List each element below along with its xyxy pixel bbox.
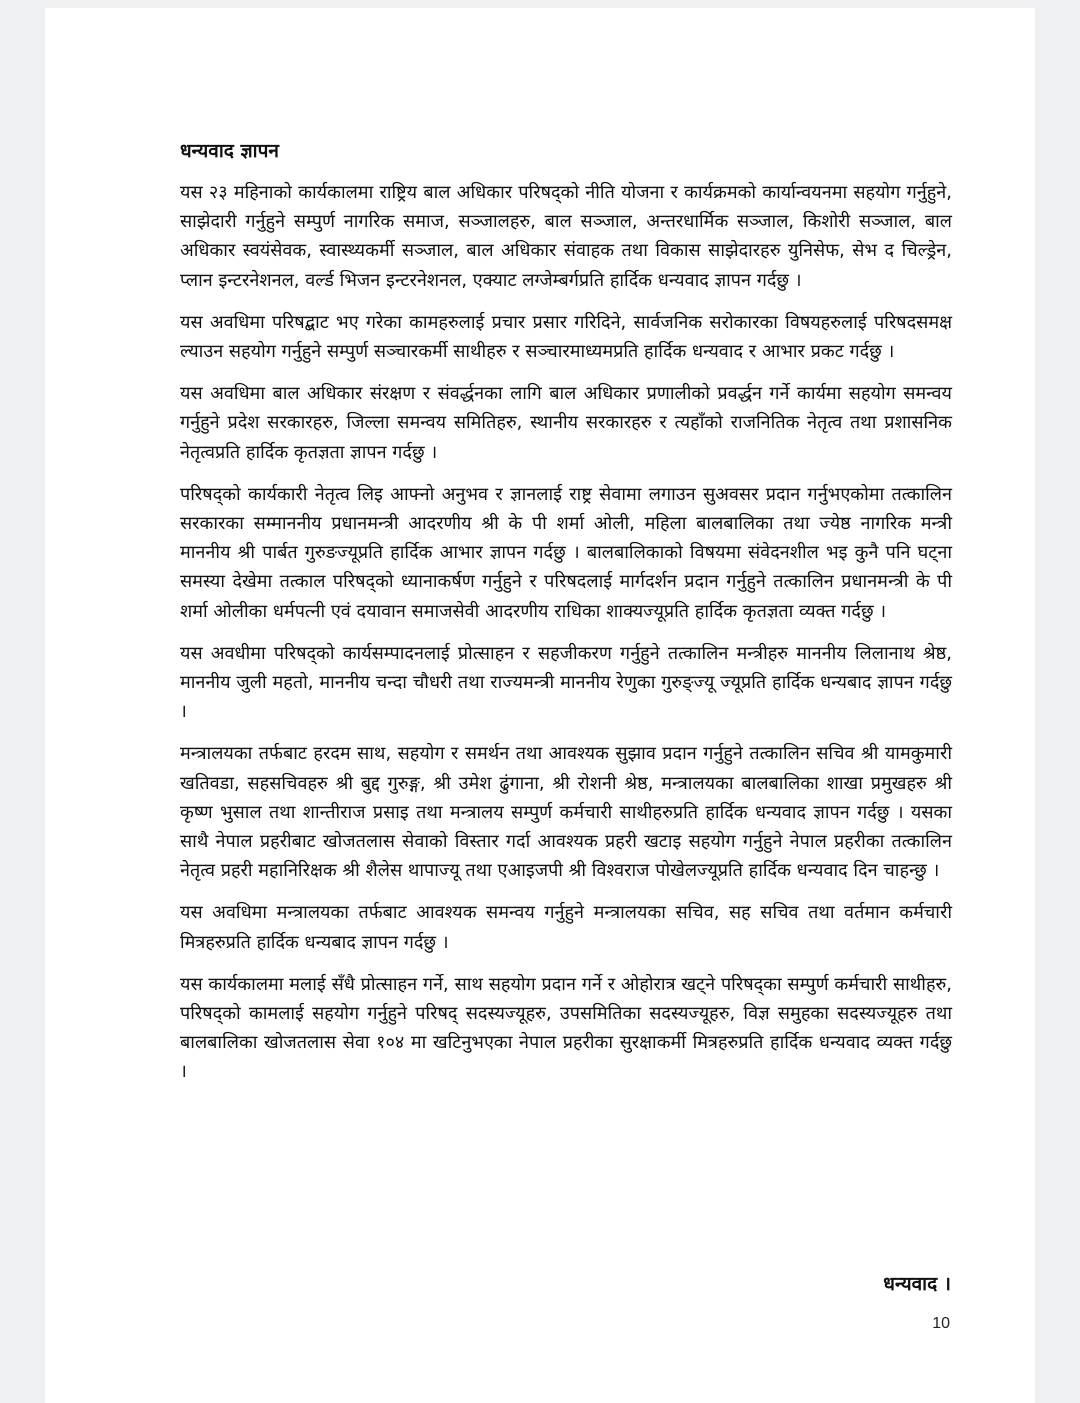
paragraph-leadership: परिषद्को कार्यकारी नेतृत्व लिइ आफ्नो अनुभव र ज्ञानलाई राष्ट्र सेवामा लगाउन सुअवसर प्रदान गर्नुभएकोमा तत्कालिन सरकारका सम्माननीय प्रधानमन्त्री आदरणीय श्री के पी शर्मा ओली, महिला बालबालिका तथा ज्येष्ठ नागरिक मन्त्री माननीय श्री पार्बत गुरुङज्यूप्रति हार्दिक आभार ज्ञापन गर्दछु । बालबालिकाको विषयमा संवेदनशील भइ कुनै पनि घट्ना समस्या देखेमा तत्काल परिषद्को ध्यानाकर्षण गर्नुहुने र परिषदलाई मार्गदर्शन प्रदान गर्नुहुने तत्कालिन प्रधानमन्त्री के पी शर्मा ओलीका धर्मपत्नी एवं दयावान समाजसेवी आदरणीय राधिका शाक्यज्यूप्रति हार्दिक कृतज्ञता व्यक्त गर्दछु ।	[180, 483, 952, 622]
paragraph-current-ministry: यस अवधिमा मन्त्रालयका तर्फबाट आवश्यक समन्वय गर्नुहुने मन्त्रालयका सचिव, सह सचिव तथा वर्तमान कर्मचारी मित्रहरुप्रति हार्दिक धन्यबाद ज्ञापन गर्दछु ।	[180, 902, 952, 953]
closing-text: धन्यवाद ।	[883, 1273, 951, 1295]
page-title: धन्यवाद ज्ञापन	[180, 140, 279, 162]
paragraph-ministry-police: मन्त्रालयका तर्फबाट हरदम साथ, सहयोग र समर्थन तथा आवश्यक सुझाव प्रदान गर्नुहुने तत्कालिन सचिव श्री यामकुमारी खतिवडा, सहसचिवहरु श्री बुद्द गुरुङ्ग, श्री उमेश ढुंगाना, श्री रोशनी श्रेष्ठ, मन्त्रालयका बालबालिका शाखा प्रमुखहरु श्री कृष्ण भुसाल तथा शान्तीराज प्रसाइ तथा मन्त्रालय सम्पुर्ण कर्मचारी साथीहरुप्रति हार्दिक धन्यवाद ज्ञापन गर्दछु । यसका साथै नेपाल प्रहरीबाट खोजतलास सेवाको विस्तार गर्दा आवश्यक प्रहरी खटाइ सहयोग गर्नुहुने नेपाल प्रहरीका तत्कालिन नेतृत्व प्रहरी महानिरिक्षक श्री शैलेस थापाज्यू तथा एआइजपी श्री विश्वराज पोखेलज्यूप्रति हार्दिक धन्यवाद दिन चाहन्छु ।	[180, 743, 952, 882]
paragraph-council-staff: यस कार्यकालमा मलाई सँधै प्रोत्साहन गर्ने, साथ सहयोग प्रदान गर्ने र ओहोरात्र खट्ने परिषद्का सम्पुर्ण कर्मचारी साथीहरु, परिषद्को कामलाई सहयोग गर्नुहुने परिषद् सदस्यज्यूहरु, उपसमितिका सदस्यज्यूहरु, विज्ञ समुहका सदस्यज्यूहरु तथा बालबालिका खोजतलास सेवा १०४ मा खटिनुभएका नेपाल प्रहरीका सुरक्षाकर्मी मित्रहरुप्रति हार्दिक धन्यवाद व्यक्त गर्दछु ।	[180, 973, 952, 1083]
page-content	[180, 136, 952, 1100]
document-page	[45, 8, 1035, 1403]
paragraph-media: यस अवधिमा परिषद्बाट भए गरेका कामहरुलाई प्रचार प्रसार गरिदिने, सार्वजनिक सरोकारका विषयहरुलाई परिषदसमक्ष ल्याउन सहयोग गर्नुहुने सम्पुर्ण सञ्चारकर्मी साथीहरु र सञ्चारमाध्यमप्रति हार्दिक धन्यवाद र आभार प्रकट गर्दछु ।	[180, 311, 952, 363]
paragraph-governments: यस अवधिमा बाल अधिकार संरक्षण र संवर्द्धनका लागि बाल अधिकार प्रणालीको प्रवर्द्धन गर्ने कार्यमा सहयोग समन्वय गर्नुहुने प्रदेश सरकारहरु, जिल्ला समन्वय समितिहरु, स्थानीय सरकारहरु र त्यहाँको राजनितिक नेतृत्व तथा प्रशासनिक नेतृत्वप्रति हार्दिक कृतज्ञता ज्ञापन गर्दछु ।	[180, 383, 952, 463]
paragraph-ministers: यस अवधीमा परिषद्को कार्यसम्पादनलाई प्रोत्साहन र सहजीकरण गर्नुहुने तत्कालिन मन्त्रीहरु माननीय लिलानाथ श्रेष्ठ, माननीय जुली महतो, माननीय चन्दा चौधरी तथा राज्यमन्त्री माननीय रेणुका गुरुङ्ज्यू ज्यूप्रति हार्दिक धन्यबाद ज्ञापन गर्दछु ।	[180, 642, 952, 723]
page-number: 10	[932, 1315, 950, 1332]
paragraph-partners: यस २३ महिनाको कार्यकालमा राष्ट्रिय बाल अधिकार परिषद्को नीति योजना र कार्यक्रमको कार्यान्वयनमा सहयोग गर्नुहुने, साझेदारी गर्नुहुने सम्पुर्ण नागरिक समाज, सञ्जालहरु, बाल सञ्जाल, अन्तरधार्मिक सञ्जाल, किशोरी सञ्जाल, बाल अधिकार स्वयंसेवक, स्वास्थ्यकर्मी सञ्जाल, बाल अधिकार संवाहक तथा विकास साझेदारहरु युनिसेफ, सेभ द चिल्ड्रेन, प्लान इन्टरनेशनल, वर्ल्ड भिजन इन्टरनेशनल, एक्याट लग्जेम्बर्गप्रति हार्दिक धन्यवाद ज्ञापन गर्दछु ।	[180, 182, 952, 291]
